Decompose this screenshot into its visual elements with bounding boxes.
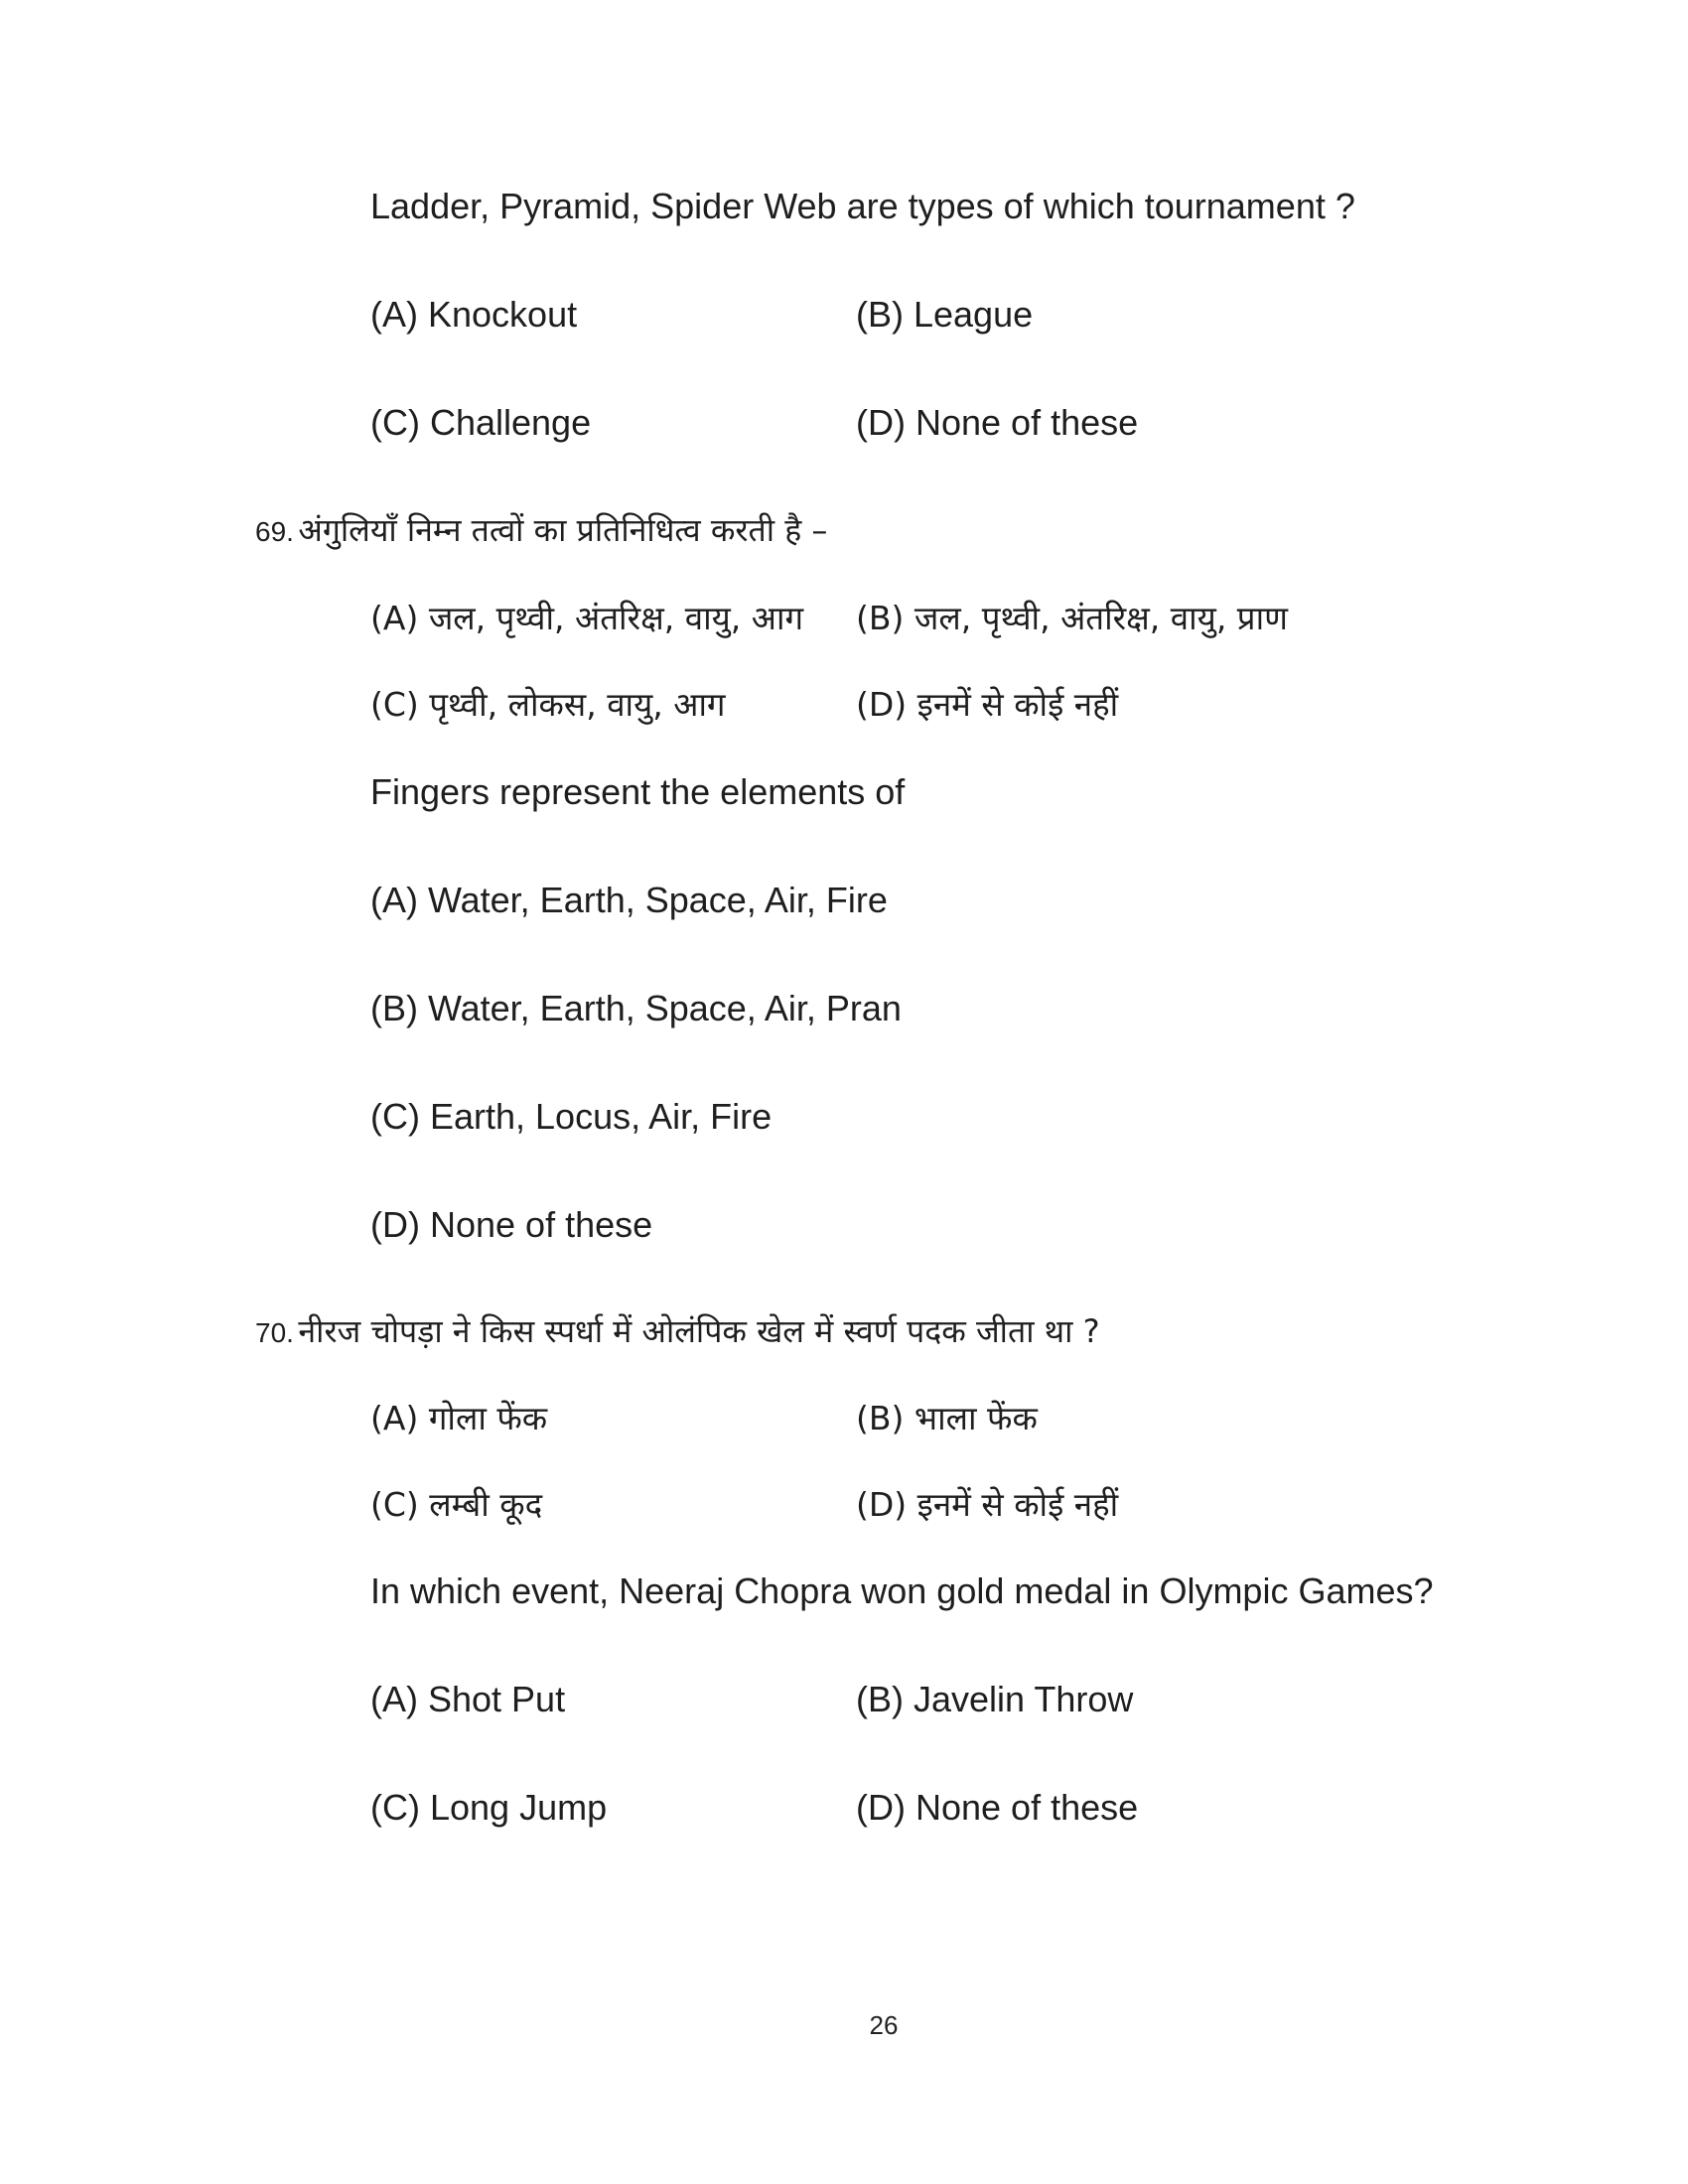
q68-question-en: Ladder, Pyramid, Spider Web are types of which tournament ?: [370, 186, 1355, 226]
q70-option-a-hi: (A) गोला फेंक: [370, 1399, 548, 1437]
q70-option-a-en: (A) Shot Put: [370, 1679, 566, 1719]
q70-number: 70.: [255, 1317, 294, 1348]
q70-question-hi: नीरज चोपड़ा ने किस स्पर्धा में ओलंपिक खेल में स्वर्ण पदक जीता था ?: [298, 1312, 1100, 1350]
q70-option-d-en: (D) None of these: [856, 1787, 1139, 1828]
page-number: 26: [869, 2010, 899, 2040]
q70-question-en: In which event, Neeraj Chopra won gold medal in Olympic Games?: [370, 1570, 1434, 1611]
q69-question-hi: अंगुलियाँ निम्न तत्वों का प्रतिनिधित्व करती है –: [298, 511, 828, 549]
q70-option-d-hi: (D) इनमें से कोई नहीं: [856, 1485, 1119, 1524]
q69-option-c-hi: (C) पृथ्वी, लोकस, वायु, आग: [370, 685, 726, 724]
q69-number: 69.: [255, 516, 294, 547]
q68-option-d-en: (D) None of these: [856, 402, 1139, 443]
q70-option-c-hi: (C) लम्बी कूद: [370, 1485, 543, 1524]
q70-option-c-en: (C) Long Jump: [370, 1787, 608, 1828]
q69-option-b-hi: (B) जल, पृथ्वी, अंतरिक्ष, वायु, प्राण: [856, 599, 1288, 637]
q69-option-b-en: (B) Water, Earth, Space, Air, Pran: [370, 988, 902, 1028]
q69-option-c-en: (C) Earth, Locus, Air, Fire: [370, 1096, 773, 1137]
q68-option-c-en: (C) Challenge: [370, 402, 592, 443]
q70-option-b-en: (B) Javelin Throw: [856, 1679, 1134, 1719]
q69-option-d-en: (D) None of these: [370, 1204, 653, 1245]
q69-question-en: Fingers represent the elements of: [370, 771, 906, 812]
q68-option-a-en: (A) Knockout: [370, 294, 578, 335]
q69-option-a-hi: (A) जल, पृथ्वी, अंतरिक्ष, वायु, आग: [370, 599, 804, 637]
q70-option-b-hi: (B) भाला फेंक: [856, 1399, 1038, 1437]
q70-question-hi-row: [255, 1312, 1100, 1350]
q69-option-a-en: (A) Water, Earth, Space, Air, Fire: [370, 880, 888, 920]
q68-option-b-en: (B) League: [856, 294, 1034, 335]
q69-option-d-hi: (D) इनमें से कोई नहीं: [856, 685, 1119, 724]
q69-question-hi-row: [255, 511, 828, 549]
